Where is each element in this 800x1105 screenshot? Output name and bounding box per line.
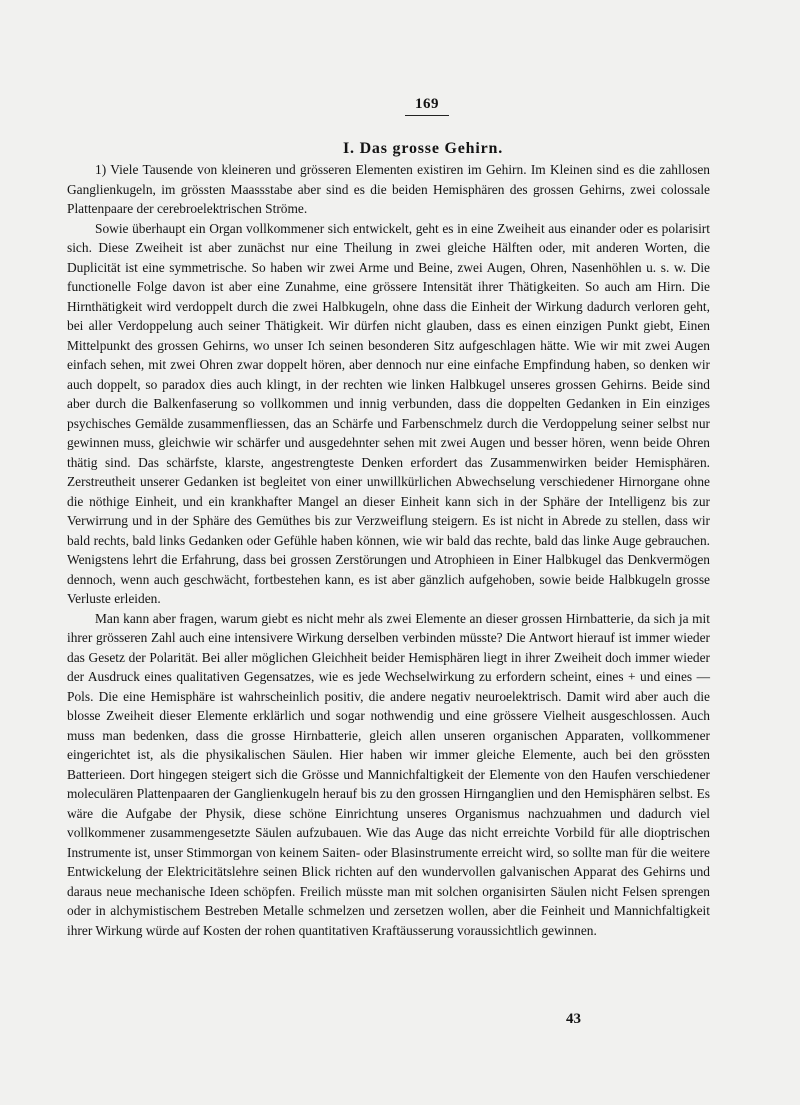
chapter-title: I. Das grosse Gehirn. [342, 140, 504, 157]
paragraph-2: Sowie überhaupt ein Organ vollkommener sich entwickelt, geht es in eine Zweiheit aus einander oder es polarisirt sich. Diese Zweiheit ist aber zunächst nur eine Theilung in zwei gleiche Hälften oder, mit anderen Worten, die Duplicität ist eine symmetrische. So haben wir zwei Arme und Beine, zwei Augen, Ohren, Nasenhöhlen u. s. w. Die functionelle Folge davon ist aber eine Zunahme, eine grössere Intensität ihrer Thätigkeiten. So auch am Hirn. Die Hirnthätigkeit wird verdoppelt durch die zwei Halbkugeln, ohne dass die Einheit der Wirkung dadurch verloren geht, bei aller Verdoppelung auch seiner Thätigkeit. Wir dürfen nicht glauben, dass es einen einzigen Punkt giebt, Einen Mittelpunkt des grossen Gehirns, wo unser Ich seinen besonderen Sitz aufgeschlagen hätte. Wie wir mit zwei Augen einfach sehen, mit zwei Ohren zwar doppelt hören, aber dennoch nur eine einfache Empfindung haben, so denken wir auch doppelt, so paradox dies auch klingt, in der rechten wie linken Halbkugel unseres grossen Gehirns. Beide sind aber durch die Balkenfaserung so vollkommen und innig verbunden, dass die doppelten Gedanken in Ein einziges psychisches Gemälde zusammenfliessen, das an Schärfe und Farbenschmelz durch die Verdoppelung seiner selbst nur gewinnen muss, gleichwie wir schärfer und ausgedehnter sehen mit zwei Augen und besser hören, wenn beide Ohren thätig sind. Das schärfste, klarste, angestrengteste Denken erfordert das Zusammenwirken beider Hemisphären. Zerstreutheit unserer Gedanken ist begleitet von einer unwillkürlichen Abwechselung verschiedener Hirnorgane ohne die nöthige Einheit, und ein krankhafter Mangel an dieser Einheit kann sich in der Sphäre der Intelligenz bis zur Verwirrung und in der Sphäre des Gemüthes bis zur Verzweiflung steigern. Es ist nicht in Abrede zu stellen, dass wir bald rechts, bald links Gedanken oder Gefühle haben können, wie wir bald das rechte, bald das linke Auge gebrauchen. Wenigstens lehrt die Erfahrung, dass bei grossen Zerstörungen und Atrophieen in Einer Halbkugel das Denkvermögen dennoch, wenn auch geschwächt, fortbestehen kann, es ist aber gänzlich aufgehoben, sowie beide Halbkugeln grosse Verluste erleiden. [67, 220, 710, 606]
body-text [67, 160, 710, 940]
signature-mark: 43 [566, 1011, 581, 1027]
page-number-text: 169 [405, 96, 449, 116]
page-number [0, 96, 800, 116]
paragraph-3: Man kann aber fragen, warum giebt es nicht mehr als zwei Elemente an dieser grossen Hirnbatterie, da sich ja mit ihrer grösseren Zahl auch eine intensivere Wirkung derselben verbinden müsste? Die Antwort hierauf ist immer wieder das Gesetz der Polarität. Bei aller möglichen Gleichheit beider Hemisphären liegt in ihrer Zweiheit doch immer wieder der Ausdruck eines qualitativen Gegensatzes, wie es jede Wechselwirkung zu erfordern scheint, eines + und eines — Pols. Die eine Hemisphäre ist wahrscheinlich positiv, die andere negativ neuroelektrisch. Damit wird aber auch die blosse Zweiheit dieser Elemente erklärlich und sogar nothwendig und eine grössere Vielheit ausgeschlossen. Auch muss man bedenken, dass die grosse Hirnbatterie, gleich allen unseren organischen Apparaten, vollkommener eingerichtet ist, als die physikalischen Säulen. Hier haben wir immer gleiche Elemente, auch bei den grössten Batterieen. Dort hingegen steigert sich die Grösse und Mannichfaltigkeit der Elemente von den Haufen verschiedener moleculären Plattenpaaren der Ganglienkugeln herauf bis zu den grossen Hirnganglien und den Hemisphären selbst. Es wäre die Aufgabe der Physik, diese schöne Einrichtung unseres Organismus nachzuahmen und dadurch viel vollkommener zusammengesetzte Säulen aufzubauen. Wie das Auge das nicht erreichte Vorbild für alle dioptrischen Instrumente ist, unser Stimmorgan von keinem Saiten- oder Blasinstrumente erreicht wird, so sollte man für die weitere Entwickelung der Elektricitätslehre seinen Blick richten auf den wundervollen galvanischen Apparat des Gehirns und daraus neue mechanische Ideen schöpfen. Freilich müsste man mit solchen organisirten Säulen nicht Felsen sprengen oder in alchymistischem Bestreben Metalle schmelzen und zersetzen wollen, aber die Feinheit und Mannichfaltigkeit ihrer Wirkung würde auf Kosten der rohen quantitativen Kraftäusserung voraussichtlich gewinnen. [67, 610, 710, 938]
paragraph-1: 1) Viele Tausende von kleineren und grösseren Elementen existiren im Gehirn. Im Kleinen sind es die zahllosen Ganglienkugeln, im grössten Maassstabe aber sind es die beiden Hemisphären des grossen Gehirns, zwei colossale Plattenpaare der cerebroelektrischen Ströme. [67, 162, 710, 216]
